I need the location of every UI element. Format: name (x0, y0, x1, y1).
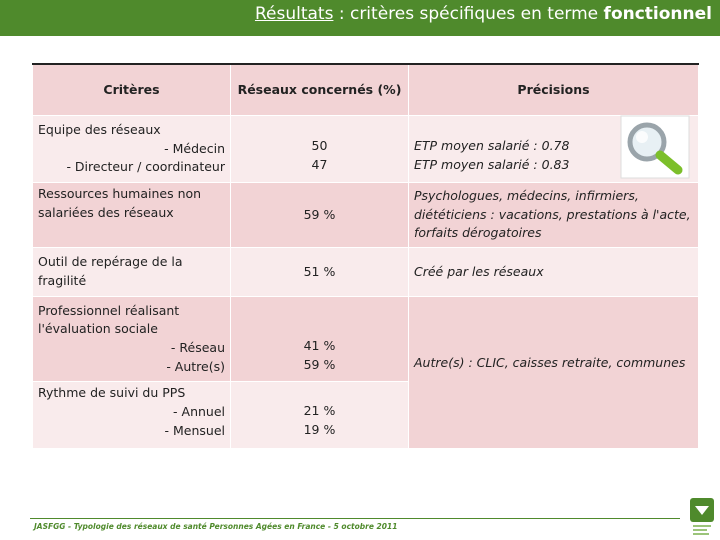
page-title (255, 4, 712, 24)
value-line: 21 % (303, 403, 336, 418)
value-line: 19 % (303, 421, 336, 437)
table-row (33, 116, 699, 183)
criteria-line: - Annuel (173, 403, 225, 419)
title-bar (0, 0, 720, 36)
row-value: 51 % (231, 248, 409, 297)
criteria-line: - Autre(s) (166, 358, 225, 374)
details-line: Autre(s) : CLIC, caisses retraite, communes (414, 355, 686, 370)
table-row (33, 248, 699, 297)
row-criteria (33, 382, 231, 449)
header-networks: Réseaux concernés (%) (231, 64, 409, 116)
header-criteria: Critères (33, 64, 231, 116)
title-middle: : critères spécifiques en terme (333, 4, 604, 24)
value-line: 41 % (303, 338, 336, 354)
row-value: 59 % (231, 183, 409, 248)
title-results: Résultats (254, 4, 334, 24)
row-criteria: Ressources humaines non salariées des réseaux (33, 183, 231, 248)
sfgg-logo-icon (690, 498, 714, 536)
criteria-line: - Réseau (170, 340, 225, 355)
row-value (231, 382, 409, 449)
row-criteria (33, 116, 231, 183)
value-line: 50 (311, 138, 328, 154)
criteria-line: Equipe des réseaux (38, 121, 161, 137)
criteria-line: - Directeur / coordinateur (66, 159, 225, 175)
details-line: ETP moyen salarié : 0.83 (414, 157, 570, 172)
row-details (409, 297, 699, 449)
table-row (33, 297, 699, 382)
row-criteria: Outil de repérage de la fragilité (33, 248, 231, 297)
title-emphasis: fonctionnel (603, 4, 712, 24)
criteria-line: - Mensuel (164, 422, 225, 438)
criteria-line: Rythme de suivi du PPS (38, 385, 186, 400)
row-value (231, 116, 409, 183)
footer-divider (30, 518, 680, 519)
criteria-table (32, 63, 699, 449)
row-value (231, 297, 409, 382)
row-details: Créé par les réseaux (409, 248, 699, 297)
details-line: ETP moyen salarié : 0.78 (414, 138, 570, 154)
value-line: 59 % (303, 357, 336, 372)
table-header-row (33, 64, 699, 116)
footer-text: JASFGG - Typologie des réseaux de santé Personnes Agées en France - 5 octobre 2011 (34, 522, 398, 531)
table-row (33, 183, 699, 248)
magnifier-icon (620, 115, 690, 179)
row-details: Psychologues, médecins, infirmiers, diététiciens : vacations, prestations à l'acte, forfaits dérogatoires (409, 183, 699, 248)
header-details: Précisions (409, 64, 699, 116)
criteria-line: - Médecin (164, 140, 225, 156)
value-line: 47 (311, 157, 328, 172)
row-criteria (33, 297, 231, 382)
criteria-line: Professionnel réalisant l'évaluation sociale (38, 302, 180, 337)
